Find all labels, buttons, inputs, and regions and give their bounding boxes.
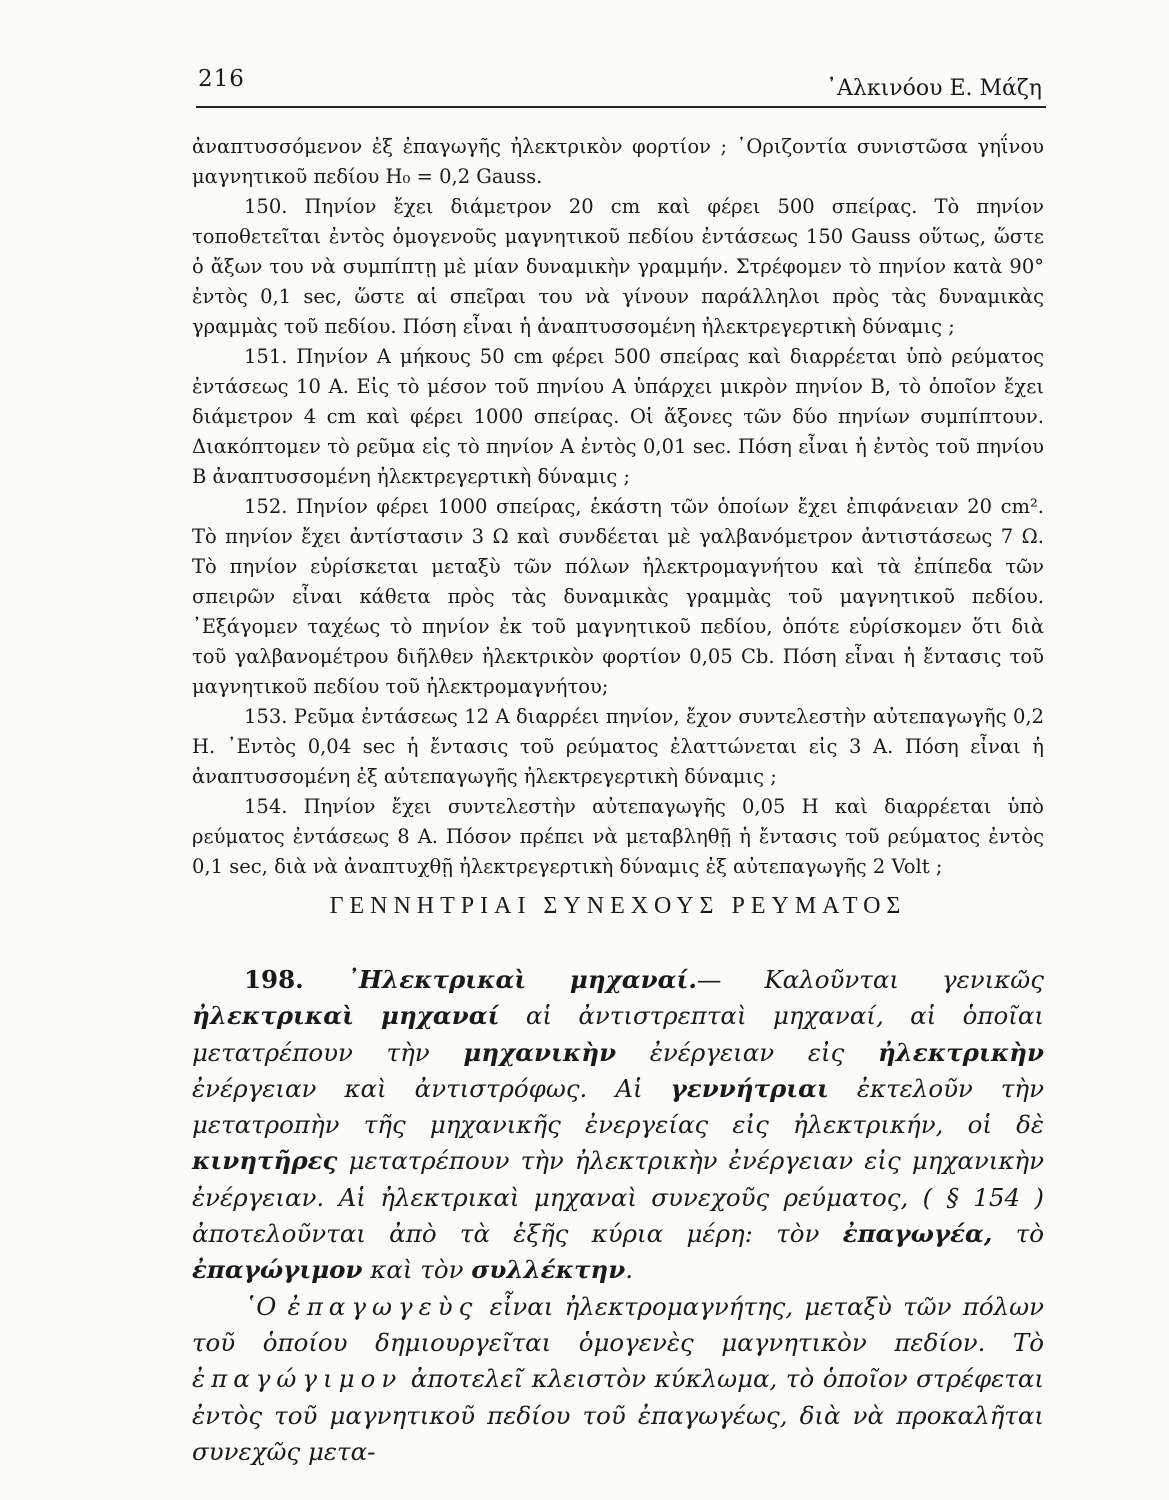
- term-electric-machines: ἠλεκτρικαὶ μηχαναί: [192, 1001, 500, 1031]
- problem-150: 150. Πηνίον ἔχει διάμετρον 20 cm καὶ φέρει 500 σπείρας. Τὸ πηνίον τοποθετεῖται ἐντὸς ὁμογενοῦς μαγνητικοῦ πεδίου ἐντάσεως 150 Gauss οὕτως, ὥστε ὁ ἄξων του νὰ συμπίπτῃ μὲ μίαν δυναμικὴν γραμμήν. Στρέφομεν τὸ πηνίον κατὰ 90° ἐντὸς 0,1 sec, ὥστε αἱ σπεῖραι του νὰ γίνουν παράλληλοι πρὸς τὰς δυναμικὰς γραμμὰς τοῦ πεδίου. Πόση εἶναι ἡ ἀναπτυσσομένη ἠλεκτρεγερτικὴ δύναμις ;: [192, 195, 1044, 338]
- problem-151: 151. Πηνίον Α μήκους 50 cm φέρει 500 σπείρας καὶ διαρρέεται ὑπὸ ρεύματος ἐντάσεως 10 Α. Εἰς τὸ μέσον τοῦ πηνίου Α ὑπάρχει μικρὸν πηνίον Β, τὸ ὁποῖον ἔχει διάμετρον 4 cm καὶ φέρει 1000 σπείρας. Οἱ ἄξονες τῶν δύο πηνίων συμπίπτουν. Διακόπτομεν τὸ ρεῦμα εἰς τὸ πηνίον Α ἐντὸς 0,01 sec. Πόση εἶναι ἡ ἐντὸς τοῦ πηνίου Β ἀναπτυσσομένη ἠλεκτρεγερτικὴ δύναμις ;: [192, 345, 1044, 488]
- problems-block: [192, 132, 1044, 882]
- paragraph-198: [192, 962, 1044, 1289]
- paragraph-number: 198.: [244, 965, 304, 994]
- paragraph-heading: ᾿Ηλεκτρικαὶ μηχαναί.: [346, 965, 697, 994]
- spaced-term-armature: ἐπαγώγιμον: [192, 1364, 403, 1394]
- problem-152: 152. Πηνίον φέρει 1000 σπείρας, ἑκάστη τῶν ὁποίων ἔχει ἐπιφάνειαν 20 cm². Τὸ πηνίον ἔχει ἀντίστασιν 3 Ω καὶ συνδέεται μὲ γαλβανόμετρον ἀντιστάσεως 7 Ω. Τὸ πηνίον εὑρίσκεται μεταξὺ τῶν πόλων ἠλεκτρομαγνήτου καὶ τὰ ἐπίπεδα τῶν σπειρῶν εἶναι κάθετα πρὸς τὰς δυναμικὰς γραμμὰς τοῦ μαγνητικοῦ πεδίου. ᾿Εξάγομεν ταχέως τὸ πηνίον ἐκ τοῦ μαγνητικοῦ πεδίου, ὁπότε εὑρίσκομεν ὅτι διὰ τοῦ γαλβανομέτρου διῆλθεν ἠλεκτρικὸν φορτίον 0,05 Cb. Πόση εἶναι ἡ ἔντασις τοῦ μαγνητικοῦ πεδίου τοῦ ἠλεκτρομαγνήτου;: [192, 495, 1044, 698]
- text-run: ἐκτελοῦν τὴν μετατροπὴν τῆς μηχανικῆς ἐνεργείας εἰς ἠλεκτρικήν, οἱ δὲ: [192, 1073, 1044, 1140]
- main-text: [192, 962, 1044, 1470]
- term-armature: ἐπαγώγιμον: [192, 1255, 363, 1285]
- text-run: ἐνέργειαν εἰς: [616, 1037, 878, 1067]
- section-title: ΓΕΝΝΗΤΡΙΑΙ ΣΥΝΕΧΟΥΣ ΡΕΥΜΑΤΟΣ: [329, 893, 907, 919]
- term-generators: γεννήτριαι: [670, 1073, 829, 1103]
- term-commutator: συλλέκτην: [471, 1255, 626, 1285]
- term-electrical: ἠλεκτρικὴν: [877, 1037, 1044, 1067]
- text-run: .: [625, 1255, 634, 1285]
- text-run: — Καλοῦνται γενικῶς: [696, 965, 1044, 994]
- term-motors: κινητῆρες: [192, 1146, 338, 1176]
- problem-153: 153. Ρεῦμα ἐντάσεως 12 Α διαρρέει πηνίον, ἔχον συντελεστὴν αὐτεπαγωγῆς 0,2 Η. ᾿Εντὸς 0,04 sec ἡ ἔντασις τοῦ ρεύματος ἐλαττώνεται εἰς 3 Α. Πόση εἶναι ἡ ἀναπτυσσομένη ἐξ αὐτεπαγωγῆς ἠλεκτρεγερτικὴ δύναμις ;: [192, 705, 1044, 788]
- problem-149-end: ἀναπτυσσόμενον ἐξ ἐπαγωγῆς ἠλεκτρικὸν φορτίον ; ῾Οριζοντία συνιστῶσα γηΐνου μαγνητικοῦ πεδίου H₀ = 0,2 Gauss.: [192, 135, 1044, 188]
- text-run: μετατρέπουν τὴν ἠλεκτρικὴν ἐνέργειαν εἰς μηχανικὴν ἐνέργειαν. Αἱ ἠλεκτρικαὶ μηχαναὶ συνεχοῦς ρεύματος, ( § 154 ) ἀποτελοῦνται ἀπὸ τὰ ἑξῆς κύρια μέρη: τὸν: [192, 1146, 1044, 1249]
- page-number: 216: [198, 66, 245, 92]
- problem-154: 154. Πηνίον ἔχει συντελεστὴν αὐτεπαγωγῆς 0,05 Η καὶ διαρρέεται ὑπὸ ρεύματος ἐντάσεως 8 Α. Πόσον πρέπει νὰ μεταβληθῇ ἡ ἔντασις τοῦ ρεύματος ἐντὸς 0,1 sec, διὰ νὰ ἀναπτυχθῇ ἠλεκτρεγερτικὴ δύναμις ἐξ αὐτεπαγωγῆς 2 Volt ;: [192, 795, 1044, 878]
- text-run: ῾Ο: [244, 1291, 288, 1321]
- term-field-magnet: ἐπαγωγέα,: [842, 1219, 993, 1249]
- text-run: ἐνέργειαν καὶ ἀντιστρόφως. Αἱ: [192, 1073, 671, 1103]
- text-run: τὸ: [992, 1219, 1044, 1249]
- page-header: [196, 64, 1046, 108]
- paragraph-field-magnet: [192, 1289, 1044, 1470]
- spaced-term-field-magnet: ἐπαγωγεὺς: [287, 1291, 479, 1321]
- term-mechanical: μηχανικὴν: [463, 1037, 617, 1067]
- running-head: ᾿Αλκινόου Ε. Μάζη: [826, 76, 1042, 101]
- text-run: καὶ τὸν: [362, 1255, 472, 1285]
- text-run: αἱ ἀντιστρεπταὶ μηχαναί, αἱ ὁποῖαι μετατρέπουν τὴν: [192, 1001, 1044, 1067]
- text-run: ἀποτελεῖ κλειστὸν κύκλωμα, τὸ ὁποῖον στρέφεται ἐντὸς τοῦ μαγνητικοῦ πεδίου τοῦ ἐπαγωγέως, διὰ νὰ προκαλῆται συνεχῶς μετα-: [192, 1364, 1044, 1466]
- text-run: εἶναι ἠλεκτρομαγνήτης, μεταξὺ τῶν πόλων τοῦ ὁποίου δημιουργεῖται ὁμογενὲς μαγνητικὸν πεδίον. Τὸ: [192, 1291, 1044, 1357]
